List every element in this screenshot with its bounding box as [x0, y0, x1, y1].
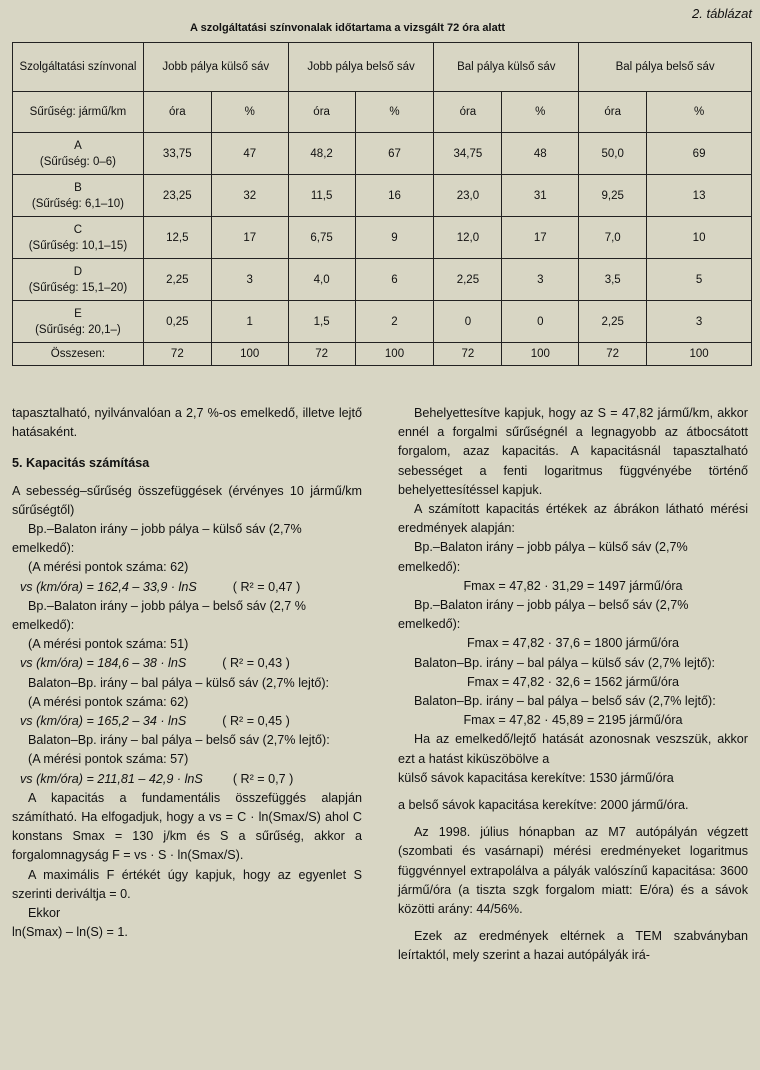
table-cell: 69	[647, 133, 752, 175]
case2-formula-line	[12, 654, 362, 673]
table-row	[13, 301, 752, 343]
unit-hour: óra	[579, 92, 647, 133]
capacity3-formula: Fmax = 47,82 · 32,6 = 1562 jármű/óra	[466, 674, 680, 689]
inner-lane-capacity: a belső sávok kapacitása kerekítve: 2000 jármű/óra.	[398, 798, 689, 813]
table-row	[13, 217, 752, 259]
right-text-column	[398, 404, 748, 966]
table-cell: 31	[502, 175, 579, 217]
header-density: Sűrűség: jármű/km	[13, 92, 144, 133]
table-cell: 9	[355, 217, 434, 259]
density-range: (Sűrűség: 6,1–10)	[31, 197, 124, 210]
service-level-table	[12, 42, 752, 366]
table-cell: 6,75	[288, 217, 355, 259]
row-header	[13, 259, 144, 301]
table-cell: 3	[502, 259, 579, 301]
table-cell: 6	[355, 259, 434, 301]
unit-percent: %	[355, 92, 434, 133]
paragraph-substitution: Behelyettesítve kapjuk, hogy az S = 47,82 jármű/km, akkor ennél a forgalmi sűrűségnél a legnagyobb az átbocsátott forgalom, azaz kapacitás. A kapacitásnál tapasztalható sebességet a fenti logaritmus függvényébe történő behelyettesítéssel kapjuk.	[398, 406, 748, 497]
table-cell: 3	[647, 301, 752, 343]
capacity1-formula: Fmax = 47,82 · 31,29 = 1497 jármű/óra	[463, 578, 683, 593]
left-text-column	[12, 404, 362, 942]
capacity4-formula: Fmax = 47,82 · 45,89 = 2195 jármű/óra	[463, 713, 683, 728]
capacity3-direction: Balaton–Bp. irány – bal pálya – külső sáv (2,7% lejtő):	[414, 655, 716, 670]
total-cell: 72	[579, 343, 647, 366]
table-cell: 4,0	[288, 259, 355, 301]
case4-direction: Balaton–Bp. irány – bal pálya – belső sáv (2,7% lejtő):	[28, 733, 330, 748]
unit-hour: óra	[434, 92, 502, 133]
capacity4-direction: Balaton–Bp. irány – bal pálya – belső sáv (2,7% lejtő):	[414, 694, 716, 709]
capacity2-formula: Fmax = 47,82 · 37,6 = 1800 jármű/óra	[466, 636, 680, 651]
case1-points: (A mérési pontok száma: 62)	[28, 560, 189, 575]
case4-formula-line	[12, 770, 362, 789]
table-cell: 12,5	[143, 217, 211, 259]
total-cell: 72	[288, 343, 355, 366]
table-cell: 47	[211, 133, 288, 175]
spacer	[398, 815, 748, 823]
header-lane: Bal pálya belső sáv	[579, 43, 752, 92]
service-level: D	[73, 265, 83, 278]
table-cell: 17	[211, 217, 288, 259]
paragraph-same-effect: Ha az emelkedő/lejtő hatását azonosnak veszszük, akkor ezt a hatást kiküszöbölve a	[398, 732, 748, 766]
service-level: B	[74, 181, 82, 194]
case2-points: (A mérési pontok száma: 51)	[28, 637, 189, 652]
table-cell: 50,0	[579, 133, 647, 175]
case2-r2: ( R² = 0,43 )	[222, 656, 290, 671]
unit-percent: %	[211, 92, 288, 133]
section-heading: 5. Kapacitás számítása	[12, 456, 150, 471]
table-cell: 2	[355, 301, 434, 343]
density-range: (Sűrűség: 10,1–15)	[28, 239, 128, 252]
total-cell: 100	[211, 343, 288, 366]
spacer	[398, 788, 748, 796]
paragraph-computed: A számított kapacitás értékek az ábrákon látható mérési eredmények alapján:	[398, 502, 748, 536]
table-cell: 3	[211, 259, 288, 301]
row-header	[13, 175, 144, 217]
paragraph-differ: Ezek az eredmények eltérnek a TEM szabványban leírtaktól, mely szerint a hazai autópályák irá-	[398, 929, 748, 963]
table-cell: 2,25	[434, 259, 502, 301]
table-cell: 1,5	[288, 301, 355, 343]
total-row	[13, 343, 752, 366]
table-cell: 23,25	[143, 175, 211, 217]
unit-hour: óra	[288, 92, 355, 133]
density-range: (Sűrűség: 15,1–20)	[28, 281, 128, 294]
service-level: C	[73, 223, 83, 236]
table-cell: 7,0	[579, 217, 647, 259]
paragraph-1998: Az 1998. július hónapban az M7 autópályán végzett (szombati és vasárnapi) mérési eredményeket logaritmus függvénnyel extrapolálva a pályák valószínű kapacitása: 3600 jármű/óra (a tiszta szgk forgalom miatt: E/óra) és a sávok közötti arány: 44/56%.	[398, 825, 748, 917]
capacity2-direction: Bp.–Balaton irány – jobb pálya – belső sáv (2,7% emelkedő):	[398, 598, 689, 632]
case3-r2: ( R² = 0,45 )	[222, 714, 290, 729]
paragraph-then: Ekkor	[28, 906, 61, 921]
header-row-units	[13, 92, 752, 133]
table-cell: 0	[502, 301, 579, 343]
case3-formula-line	[12, 712, 362, 731]
table-title: A szolgáltatási színvonalak időtartama a vizsgált 72 óra alatt	[190, 22, 506, 34]
table-cell: 23,0	[434, 175, 502, 217]
paragraph-intro: tapasztalható, nyilvánvalóan a 2,7 %-os emelkedő, illetve lejtő hatásaként.	[12, 406, 362, 440]
paragraph-maximum: A maximális F értékét úgy kapjuk, hogy az egyenlet S szerinti deriváltja = 0.	[12, 867, 362, 901]
table-cell: 34,75	[434, 133, 502, 175]
table-cell: 16	[355, 175, 434, 217]
row-header	[13, 217, 144, 259]
density-range: (Sűrűség: 0–6)	[39, 155, 116, 168]
table-cell: 3,5	[579, 259, 647, 301]
case3-direction: Balaton–Bp. irány – bal pálya – külső sáv (2,7% lejtő):	[28, 675, 330, 690]
table-cell: 33,75	[143, 133, 211, 175]
total-cell: 100	[647, 343, 752, 366]
table-row	[13, 175, 752, 217]
case1-direction: Bp.–Balaton irány – jobb pálya – külső sáv (2,7% emelkedő):	[12, 522, 302, 556]
service-level: A	[74, 139, 82, 152]
case2-direction: Bp.–Balaton irány – jobb pálya – belső sáv (2,7 % emelkedő):	[12, 598, 306, 633]
row-header	[13, 301, 144, 343]
case2-formula: vs (km/óra) = 184,6 – 38 · lnS	[20, 656, 187, 671]
case3-formula: vs (km/óra) = 165,2 – 34 · lnS	[20, 714, 187, 729]
spacer	[398, 919, 748, 927]
unit-percent: %	[502, 92, 579, 133]
equation-log: ln(Smax) – ln(S) = 1.	[12, 925, 128, 940]
table-cell: 48	[502, 133, 579, 175]
table-cell: 2,25	[143, 259, 211, 301]
capacity1-direction: Bp.–Balaton irány – jobb pálya – külső sáv (2,7% emelkedő):	[398, 540, 688, 574]
table-cell: 17	[502, 217, 579, 259]
table-cell: 2,25	[579, 301, 647, 343]
service-level: E	[74, 307, 82, 320]
case4-formula: vs (km/óra) = 211,81 – 42,9 · lnS	[20, 771, 203, 786]
case4-points: (A mérési pontok száma: 57)	[28, 752, 189, 767]
case1-formula: vs (km/óra) = 162,4 – 33,9 · lnS	[20, 579, 197, 594]
table-number-label: 2. táblázat	[692, 6, 752, 21]
table-cell: 0,25	[143, 301, 211, 343]
header-service-level: Szolgáltatási színvonal	[13, 43, 144, 92]
table-cell: 48,2	[288, 133, 355, 175]
case3-points: (A mérési pontok száma: 62)	[28, 694, 189, 709]
table-cell: 9,25	[579, 175, 647, 217]
total-cell: 72	[143, 343, 211, 366]
unit-hour: óra	[143, 92, 211, 133]
header-row-lanes	[13, 43, 752, 92]
outer-lane-capacity: külső sávok kapacitása kerekítve: 1530 jármű/óra	[398, 770, 674, 785]
table-cell: 5	[647, 259, 752, 301]
table-cell: 11,5	[288, 175, 355, 217]
table-cell: 32	[211, 175, 288, 217]
table-row	[13, 259, 752, 301]
total-label: Összesen:	[13, 343, 144, 366]
density-range: (Sűrűség: 20,1–)	[35, 323, 121, 336]
table-cell: 0	[434, 301, 502, 343]
table-row	[13, 133, 752, 175]
total-cell: 100	[355, 343, 434, 366]
row-header	[13, 133, 144, 175]
table-cell: 12,0	[434, 217, 502, 259]
case1-formula-line	[12, 578, 362, 597]
total-cell: 100	[502, 343, 579, 366]
header-lane: Bal pálya külső sáv	[434, 43, 579, 92]
case1-r2: ( R² = 0,47 )	[232, 579, 301, 594]
case4-r2: ( R² = 0,7 )	[232, 771, 294, 786]
header-lane: Jobb pálya külső sáv	[143, 43, 288, 92]
total-cell: 72	[434, 343, 502, 366]
table-cell: 13	[647, 175, 752, 217]
table-cell: 67	[355, 133, 434, 175]
header-lane: Jobb pálya belső sáv	[288, 43, 434, 92]
table-cell: 1	[211, 301, 288, 343]
unit-percent: %	[647, 92, 752, 133]
paragraph-relations: A sebesség–sűrűség összefüggések (érvényes 10 jármű/km sűrűségtől)	[12, 483, 362, 517]
paragraph-capacity: A kapacitás a fundamentális összefüggés alapján számítható. Ha elfogadjuk, hogy a vs = C · ln(Smax/S) ahol C konstans Smax = 130 j/km és S a sűrűség, akkor a forgalomnagyság F = vs · S · ln(Smax/S).	[12, 790, 362, 863]
table-cell: 10	[647, 217, 752, 259]
